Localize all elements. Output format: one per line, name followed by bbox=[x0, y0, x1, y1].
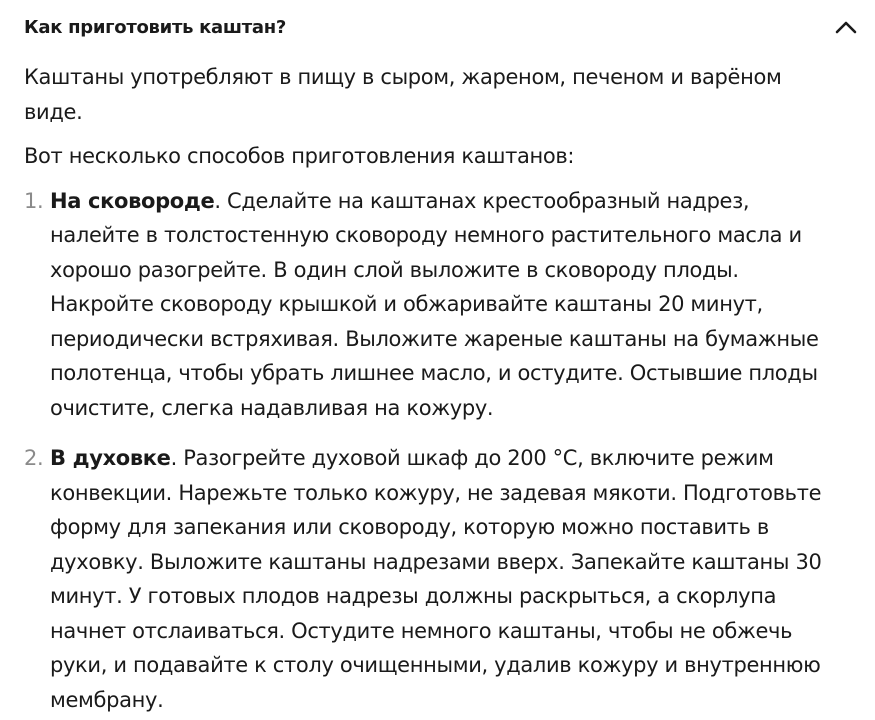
method-title: На сковороде bbox=[50, 188, 215, 213]
faq-answer bbox=[24, 60, 844, 720]
method-title: В духовке bbox=[50, 446, 171, 470]
intro-text: Каштаны употребляют в пищу в сыром, жареном, печеном и варёном виде. bbox=[24, 65, 782, 124]
methods-list bbox=[24, 184, 844, 718]
method-number: 1. bbox=[24, 188, 44, 213]
method-item bbox=[24, 184, 844, 426]
method-item bbox=[24, 441, 844, 717]
method-text: . Разогрейте духовой шкаф до 200 °С, включите режим конвекции. Нарежьте только кожуру, не задевая мякоти. Подготовьте форму для запекания или сковороду, которую можно поставить в духовку. Выложите каштаны надрезами вверх. Запекайте каштаны 30 минут. У готовых плодов надрезы должны раскрыться, а скорлупа начнет отслаиваться. Остудите немного каштаны, чтобы не обжечь руки, и подавайте к столу очищенными, удалив кожуру и внутреннюю мембрану. bbox=[50, 446, 822, 712]
lead-text: Вот несколько способов приготовления каштанов: bbox=[24, 144, 575, 168]
chevron-up-icon[interactable] bbox=[833, 14, 859, 40]
method-number: 2. bbox=[24, 446, 44, 470]
faq-toggle[interactable] bbox=[24, 10, 859, 44]
method-text: . Сделайте на каштанах крестообразный надрез, налейте в толстостенную сковороду немного растительного масла и хорошо разогрейте. В один слой выложите в сковороду плоды. Накройте сковороду крышкой и обжаривайте каштаны 20 минут, периодически встряхивая. Выложите жареные каштаны на бумажные полотенца, чтобы убрать лишнее масло, и остудите. Остывшие плоды очистите, слегка надавливая на кожуру. bbox=[50, 188, 819, 420]
faq-question: Как приготовить каштан? bbox=[24, 16, 286, 38]
